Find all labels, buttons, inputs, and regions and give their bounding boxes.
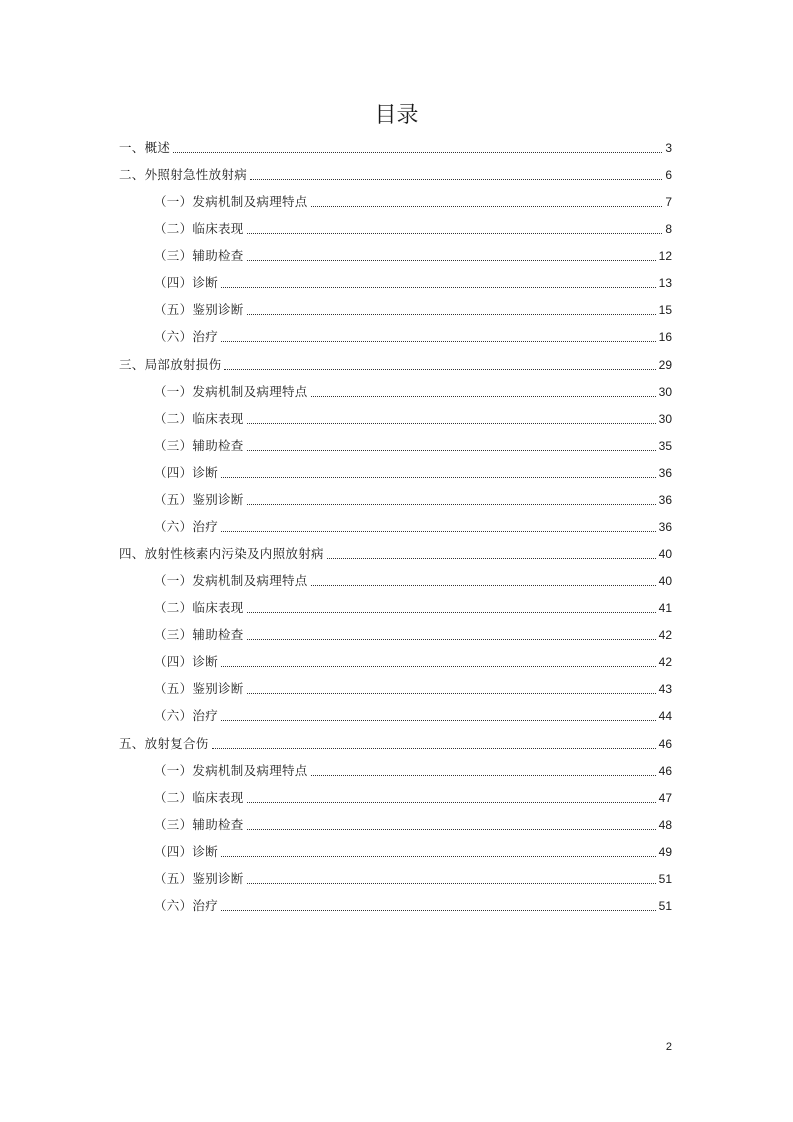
toc-entry-page: 44 [658, 709, 672, 724]
toc-section-entry[interactable] [154, 679, 672, 699]
toc-entry-page: 35 [658, 438, 672, 453]
toc-dot-leader [247, 314, 656, 315]
toc-entry-label: （二）临床表现 [154, 600, 244, 616]
toc-dot-leader [221, 287, 656, 288]
toc-dot-leader [247, 883, 656, 884]
toc-dot-leader [327, 558, 656, 559]
toc-section-entry[interactable] [154, 761, 672, 781]
toc-entry-page: 3 [665, 141, 672, 155]
toc-dot-leader [221, 531, 656, 532]
toc-entry-label: （五）鉴别诊断 [154, 302, 244, 318]
toc-section-entry[interactable] [154, 246, 672, 266]
toc-entry-label: （六）治疗 [154, 897, 219, 913]
toc-entry-label: （三）辅助检查 [154, 248, 244, 264]
toc-dot-leader [224, 369, 655, 370]
toc-entry-page: 46 [658, 763, 672, 778]
toc-section-entry[interactable] [154, 896, 672, 916]
toc-entry-label: （五）鉴别诊断 [154, 870, 244, 886]
toc-entry-label: （六）治疗 [154, 708, 219, 724]
toc-entry-page: 51 [658, 871, 672, 886]
toc-dot-leader [247, 423, 656, 424]
toc-entry-label: （五）鉴别诊断 [154, 491, 244, 507]
toc-entry-page: 15 [658, 303, 672, 318]
toc-entry-page: 36 [658, 492, 672, 507]
toc-chapter-entry[interactable] [119, 355, 672, 375]
toc-dot-leader [311, 775, 656, 776]
toc-entry-page: 40 [658, 547, 672, 562]
toc-section-entry[interactable] [154, 219, 672, 239]
toc-section-entry[interactable] [154, 192, 672, 212]
toc-entry-label: 二、外照射急性放射病 [119, 167, 248, 183]
toc-dot-leader [212, 748, 656, 749]
toc-entry-page: 36 [658, 465, 672, 480]
toc-section-entry[interactable] [154, 571, 672, 591]
toc-entry-label: 一、概述 [119, 140, 171, 155]
toc-dot-leader [221, 856, 656, 857]
toc-entry-page: 7 [665, 195, 672, 210]
toc-dot-leader [250, 179, 662, 180]
toc-entry-page: 49 [658, 844, 672, 859]
toc-section-entry[interactable] [154, 869, 672, 889]
toc-section-entry[interactable] [154, 490, 672, 510]
toc-dot-leader [311, 396, 656, 397]
toc-entry-label: （六）治疗 [154, 518, 219, 534]
toc-section-entry[interactable] [154, 382, 672, 402]
toc-dot-leader [247, 693, 656, 694]
toc-dot-leader [221, 910, 656, 911]
toc-entry-label: 四、放射性核素内污染及内照放射病 [119, 546, 324, 562]
toc-dot-leader [221, 341, 656, 342]
toc-entry-label: （四）诊断 [154, 654, 219, 670]
toc-section-entry[interactable] [154, 706, 672, 726]
toc-dot-leader [311, 206, 663, 207]
toc-entry-page: 6 [665, 168, 672, 183]
toc-dot-leader [247, 233, 663, 234]
toc-entry-label: （二）临床表现 [154, 221, 244, 237]
toc-entry-label: （三）辅助检查 [154, 816, 244, 832]
toc-entry-page: 36 [658, 519, 672, 534]
toc-section-entry[interactable] [154, 300, 672, 320]
toc-dot-leader [311, 585, 656, 586]
toc-entry-page: 30 [658, 411, 672, 426]
toc-entry-label: （二）临床表现 [154, 410, 244, 426]
toc-section-entry[interactable] [154, 409, 672, 429]
toc-dot-leader [221, 666, 656, 667]
toc-section-entry[interactable] [154, 598, 672, 618]
toc-dot-leader [247, 450, 656, 451]
toc-entry-label: （一）发病机制及病理特点 [154, 383, 308, 399]
toc-entry-label: 三、局部放射损伤 [119, 356, 222, 372]
toc-entry-page: 41 [658, 601, 672, 616]
toc-section-entry[interactable] [154, 788, 672, 808]
toc-dot-leader [247, 802, 656, 803]
toc-section-entry[interactable] [154, 842, 672, 862]
toc-dot-leader [247, 504, 656, 505]
toc-entry-label: （五）鉴别诊断 [154, 681, 244, 697]
toc-dot-leader [173, 152, 662, 153]
toc-entry-page: 8 [665, 222, 672, 237]
toc-section-entry[interactable] [154, 463, 672, 483]
toc-entry-page: 46 [658, 736, 672, 751]
toc-entry-label: 五、放射复合伤 [119, 735, 209, 751]
toc-title: 目录 [374, 103, 419, 128]
toc-dot-leader [221, 477, 656, 478]
toc-entry-label: （四）诊断 [154, 275, 219, 291]
toc-dot-leader [247, 260, 656, 261]
toc-entry-label: （二）临床表现 [154, 789, 244, 805]
toc-section-entry[interactable] [154, 815, 672, 835]
toc-dot-leader [247, 612, 656, 613]
toc-section-entry[interactable] [154, 436, 672, 456]
toc-entry-page: 12 [658, 249, 672, 264]
toc-entry-page: 13 [658, 276, 672, 291]
toc-entry-page: 42 [658, 655, 672, 670]
toc-entry-label: （三）辅助检查 [154, 627, 244, 643]
toc-entry-page: 29 [658, 357, 672, 372]
toc-dot-leader [247, 829, 656, 830]
toc-entry-label: （一）发病机制及病理特点 [154, 573, 308, 589]
toc-entry-page: 16 [658, 330, 672, 345]
toc-dot-leader [221, 720, 656, 721]
toc-entry-label: （六）治疗 [154, 329, 219, 345]
toc-section-entry[interactable] [154, 273, 672, 293]
toc-chapter-entry[interactable] [119, 165, 672, 185]
toc-section-entry[interactable] [154, 625, 672, 645]
toc-entry-page: 51 [658, 898, 672, 913]
toc-entry-page: 48 [658, 817, 672, 832]
toc-chapter-entry[interactable] [119, 138, 672, 158]
toc-entry-label: （四）诊断 [154, 843, 219, 859]
page-number: 2 [665, 1041, 672, 1053]
toc-entry-label: （三）辅助检查 [154, 437, 244, 453]
toc-entry-label: （一）发病机制及病理特点 [154, 194, 308, 210]
toc-entry-label: （四）诊断 [154, 464, 219, 480]
toc-entry-page: 43 [658, 682, 672, 697]
toc-section-entry[interactable] [154, 517, 672, 537]
toc-chapter-entry[interactable] [119, 544, 672, 564]
toc-entry-page: 30 [658, 384, 672, 399]
toc-dot-leader [247, 639, 656, 640]
toc-section-entry[interactable] [154, 327, 672, 347]
toc-entry-page: 40 [658, 574, 672, 589]
toc-entry-page: 42 [658, 628, 672, 643]
toc-chapter-entry[interactable] [119, 734, 672, 754]
toc-entry-page: 47 [658, 790, 672, 805]
toc-entry-label: （一）发病机制及病理特点 [154, 762, 308, 778]
toc-section-entry[interactable] [154, 652, 672, 672]
